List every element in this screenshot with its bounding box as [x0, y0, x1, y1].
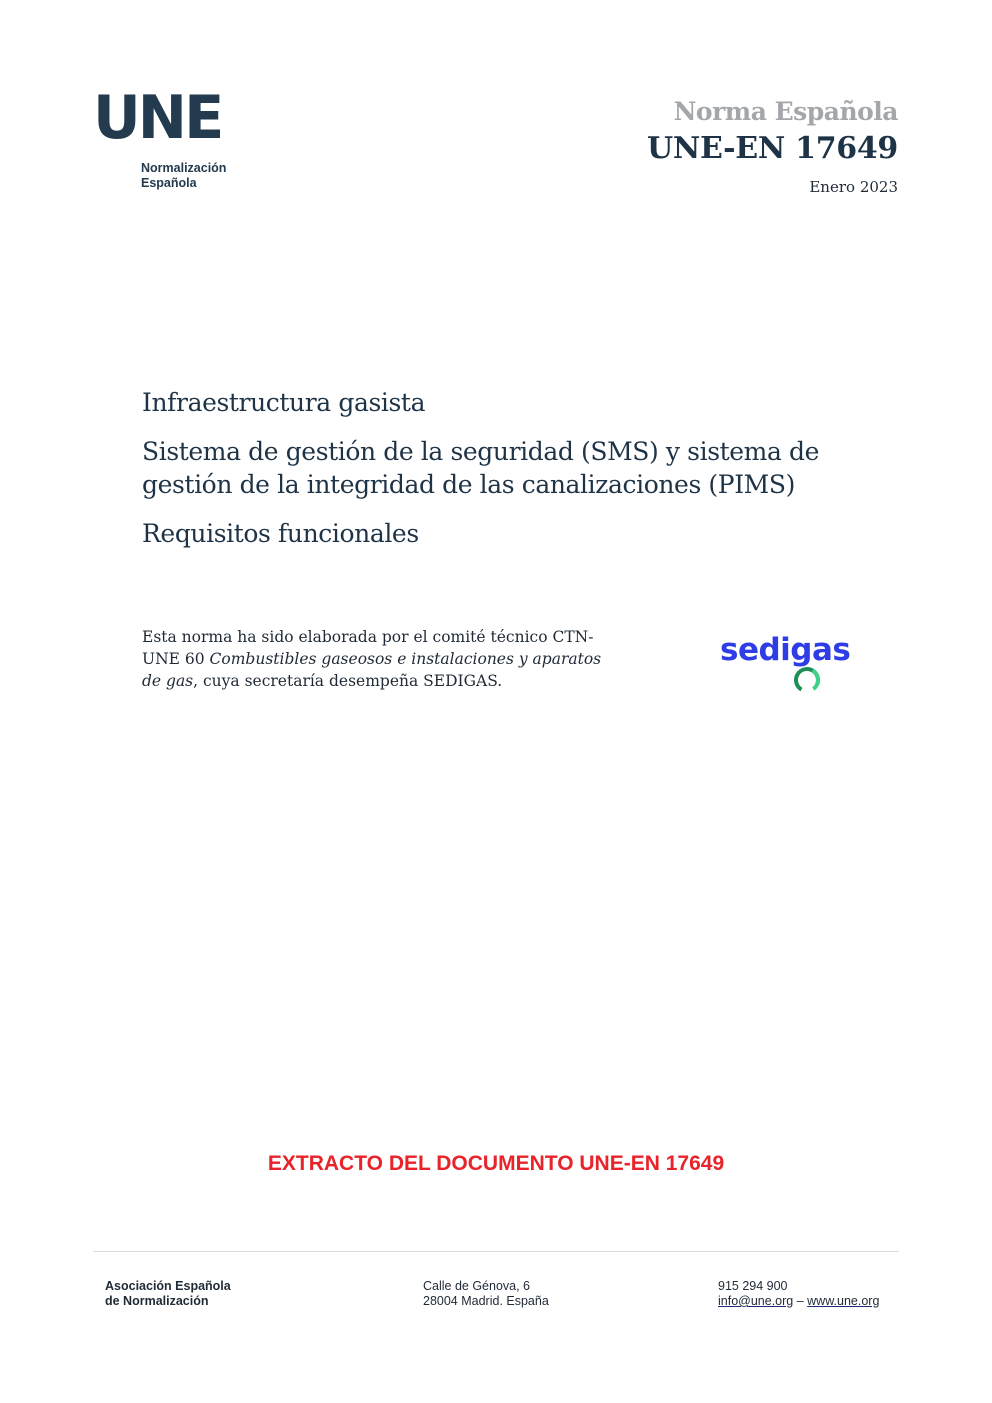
sedigas-logo	[720, 632, 870, 698]
footer-divider	[93, 1251, 899, 1252]
standard-code: UNE-EN 17649	[647, 131, 898, 166]
une-logo	[93, 83, 243, 200]
title-line-2: Sistema de gestión de la seguridad (SMS) y sistema de gestión de la integridad de las canalizaciones (PIMS)	[142, 437, 820, 499]
standard-date: Enero 2023	[809, 178, 898, 196]
title-line-3: Requisitos funcionales	[142, 519, 419, 548]
sedigas-wordmark: sedigas	[720, 632, 851, 668]
footer-website-link[interactable]: www.une.org	[807, 1294, 880, 1308]
committee-name: Combustibles gaseosos e instalaciones y aparatos de gas	[142, 650, 602, 690]
committee-text-a: Esta norma ha sido elaborada por el comité técnico CTN-UNE 60	[142, 628, 594, 668]
footer-contact	[718, 1279, 879, 1309]
standard-titles	[142, 386, 862, 550]
une-logo-tagline	[141, 161, 226, 191]
extract-notice: EXTRACTO DEL DOCUMENTO UNE-EN 17649	[267, 1152, 725, 1175]
standard-kind: Norma Española	[673, 97, 898, 126]
une-logo-tagline-line1: Normalización	[141, 161, 227, 175]
footer-email-link[interactable]: info@une.org	[718, 1294, 794, 1308]
une-logo-wordmark: UNE	[93, 83, 222, 153]
footer-links	[718, 1294, 879, 1309]
standard-header	[647, 96, 898, 197]
footer-address	[423, 1279, 549, 1309]
footer-address-line2: 28004 Madrid. España	[423, 1294, 549, 1308]
committee-statement	[142, 626, 622, 692]
footer-phone: 915 294 900	[718, 1279, 788, 1293]
footer-organization	[105, 1279, 231, 1309]
title-line-1: Infraestructura gasista	[142, 388, 426, 417]
committee-text-b: , cuya secretaría desempeña SEDIGAS.	[193, 672, 503, 690]
footer-org-line1: Asociación Española	[105, 1279, 231, 1293]
footer-org-line2: de Normalización	[105, 1294, 209, 1308]
footer-separator: –	[793, 1294, 808, 1308]
sedigas-ring-icon	[792, 665, 822, 695]
footer-address-line1: Calle de Génova, 6	[423, 1279, 531, 1293]
une-logo-tagline-line2: Española	[141, 176, 197, 190]
